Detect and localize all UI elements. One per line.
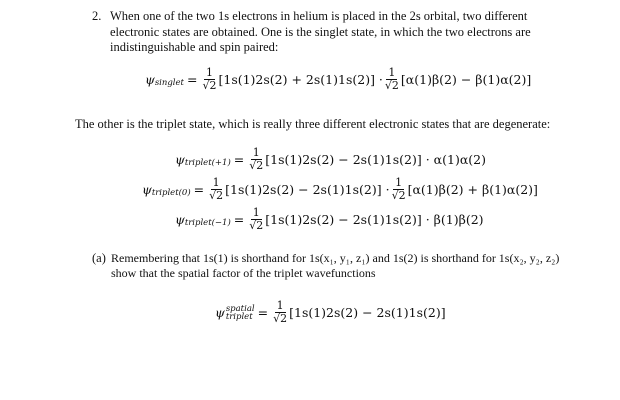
- fraction: [248, 147, 264, 172]
- spatial-triplet-body: [1s(1)2s(2) − 2s(1)1s(2)]: [289, 305, 446, 320]
- fraction-denominator: √2: [249, 219, 264, 232]
- fraction: [384, 67, 400, 92]
- intro-paragraph: When one of the two 1s electrons in helium is placed in the 2s orbital, two different electronic states are obtained. One is the singlet state, in which the two electrons are indistinguishable and spin paired:: [110, 9, 531, 54]
- part-a-line1: Remembering that 1s(1) is shorthand for 1s(x₁, y₁, z₁) and 1s(2) is shorthand for 1s(x₂, y₂, z₂): [111, 251, 560, 265]
- spatial-triplet-equation: [215, 300, 446, 325]
- fraction-denominator: √2: [273, 312, 288, 325]
- fraction-denominator: √2: [249, 159, 264, 172]
- triplet-subscript: triplet(0): [151, 188, 191, 198]
- triplet-subscript: triplet(−1): [184, 218, 231, 228]
- fraction-denominator: √2: [209, 189, 224, 202]
- fraction: [391, 177, 407, 202]
- singlet-subscript: singlet: [154, 78, 184, 88]
- fraction: [208, 177, 224, 202]
- superscript-spatial: spatial: [225, 303, 255, 314]
- subscript-triplet: triplet: [225, 311, 253, 322]
- triplet-intro: The other is the triplet state, which is really three different electronic states that are degenerate:: [75, 117, 551, 131]
- part-a-line2: show that the spatial factor of the triplet wavefunctions: [111, 266, 376, 280]
- spatial-triplet-indices: [226, 305, 255, 321]
- triplet-zero-equation: [142, 177, 538, 202]
- fraction-numerator: 1: [252, 206, 260, 219]
- fraction: [272, 300, 288, 325]
- singlet-equation: [145, 67, 531, 92]
- part-a-label: (a): [92, 251, 106, 265]
- psi-symbol: ψ: [142, 182, 152, 197]
- triplet-spin-part: [α(1)β(2) + β(1)α(2)]: [407, 182, 538, 197]
- fraction-numerator: 1: [395, 176, 403, 189]
- fraction: [248, 207, 264, 232]
- singlet-spin-part: [α(1)β(2) − β(1)α(2)]: [400, 72, 532, 87]
- fraction-denominator: √2: [391, 189, 406, 202]
- equals-sign: =: [233, 152, 245, 167]
- equals-sign: =: [186, 72, 198, 87]
- psi-symbol: ψ: [215, 305, 225, 320]
- triplet-subscript: triplet(+1): [184, 158, 231, 168]
- triplet-body: [1s(1)2s(2) − 2s(1)1s(2)] · α(1)α(2): [265, 152, 486, 167]
- singlet-spatial-part: [1s(1)2s(2) + 2s(1)1s(2)] ·: [218, 72, 383, 87]
- fraction-denominator: √2: [384, 79, 399, 92]
- triplet-plus1-equation: [175, 147, 486, 172]
- triplet-body: [1s(1)2s(2) − 2s(1)1s(2)] · β(1)β(2): [265, 212, 484, 227]
- equals-sign: =: [257, 305, 269, 320]
- fraction-numerator: 1: [276, 299, 284, 312]
- fraction-numerator: 1: [388, 66, 396, 79]
- triplet-minus1-equation: [175, 207, 484, 232]
- fraction-numerator: 1: [205, 66, 213, 79]
- question-number: 2.: [92, 9, 102, 23]
- fraction-denominator: √2: [202, 79, 217, 92]
- psi-symbol: ψ: [145, 72, 155, 87]
- fraction-numerator: 1: [212, 176, 220, 189]
- fraction: [201, 67, 217, 92]
- equals-sign: =: [193, 182, 205, 197]
- triplet-body: [1s(1)2s(2) − 2s(1)1s(2)] ·: [225, 182, 390, 197]
- psi-symbol: ψ: [175, 212, 185, 227]
- psi-symbol: ψ: [175, 152, 185, 167]
- fraction-numerator: 1: [252, 146, 260, 159]
- equals-sign: =: [233, 212, 245, 227]
